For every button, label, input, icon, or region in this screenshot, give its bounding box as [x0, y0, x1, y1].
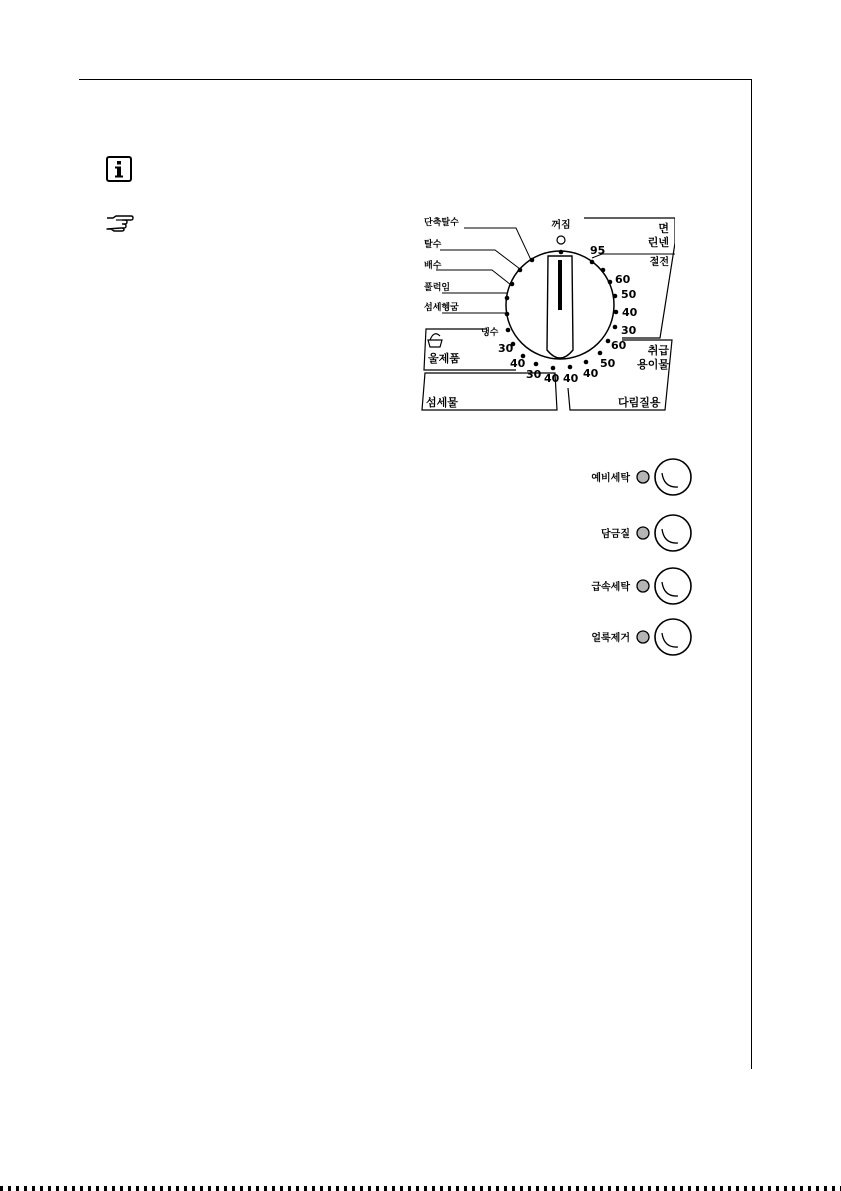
- cotton-label-1: 면: [658, 222, 669, 235]
- loosen-label: 풀럭임: [424, 283, 451, 293]
- quick-wash-button[interactable]: [655, 568, 691, 604]
- top-rule: [79, 79, 751, 80]
- cotton-temp-50: 50: [621, 288, 637, 301]
- easycare-temp-40: 40: [583, 367, 599, 380]
- cotton-temp-40: 40: [622, 306, 638, 319]
- stain-removal-button[interactable]: [655, 619, 691, 655]
- option-row-stain-removal: [591, 619, 691, 655]
- wool-temp-40: 40: [510, 357, 526, 370]
- option-buttons-panel: [580, 455, 700, 665]
- wool-label: 울제품: [428, 352, 460, 365]
- wool-basin-icon: [428, 334, 442, 347]
- delicates-label: 섬세물: [426, 396, 458, 409]
- program-dial-diagram: [410, 210, 675, 415]
- cotton-temp-95: 95: [590, 244, 606, 257]
- soak-label: 담금질: [601, 529, 630, 540]
- option-row-prewash: [591, 459, 691, 495]
- prewash-indicator-light: [637, 471, 649, 483]
- easycare-label-2: 용이물: [637, 358, 669, 371]
- eco-label: 절전: [649, 257, 669, 268]
- quick-wash-indicator-light: [637, 580, 649, 592]
- cotton-temp-60: 60: [615, 273, 631, 286]
- soak-indicator-light: [637, 527, 649, 539]
- option-row-soak: [601, 515, 691, 551]
- delicate-rinse-label: 섬세헹굼: [424, 303, 459, 313]
- drain-label: 배수: [424, 261, 442, 271]
- right-margin-rule: [751, 79, 752, 1069]
- option-row-quick-wash: [590, 568, 691, 604]
- easycare-temp-50: 50: [600, 357, 616, 370]
- stain-removal-indicator-light: [637, 631, 649, 643]
- info-icon: [106, 156, 132, 182]
- prewash-label: 예비세탁: [591, 473, 630, 484]
- spin-label: 탈수: [424, 240, 442, 250]
- delicates-temp-40: 40: [544, 372, 560, 385]
- easycare-temp-60: 60: [611, 339, 627, 352]
- ironing-label: 다림질용: [618, 396, 661, 409]
- cotton-label-2: 린넨: [647, 236, 669, 249]
- wool-temp-30: 30: [498, 342, 514, 355]
- short-spin-label: 단축탈수: [424, 218, 459, 228]
- off-label: 꺼짐: [551, 220, 571, 231]
- easycare-label-1: 취급: [647, 344, 669, 357]
- quick-wash-label: 급속세탁: [591, 582, 630, 593]
- soak-button[interactable]: [655, 515, 691, 551]
- wool-cold-label: 냉수: [481, 328, 499, 338]
- bottom-edge-marks: [0, 1186, 841, 1191]
- pointing-hand-icon: [106, 214, 134, 232]
- prewash-button[interactable]: [655, 459, 691, 495]
- delicates-temp-30: 30: [526, 368, 542, 381]
- stain-removal-label: 얼룩제거: [591, 633, 630, 644]
- cotton-temp-30: 30: [621, 324, 637, 337]
- off-position-marker: [557, 236, 565, 244]
- ironing-temp-40: 40: [563, 372, 579, 385]
